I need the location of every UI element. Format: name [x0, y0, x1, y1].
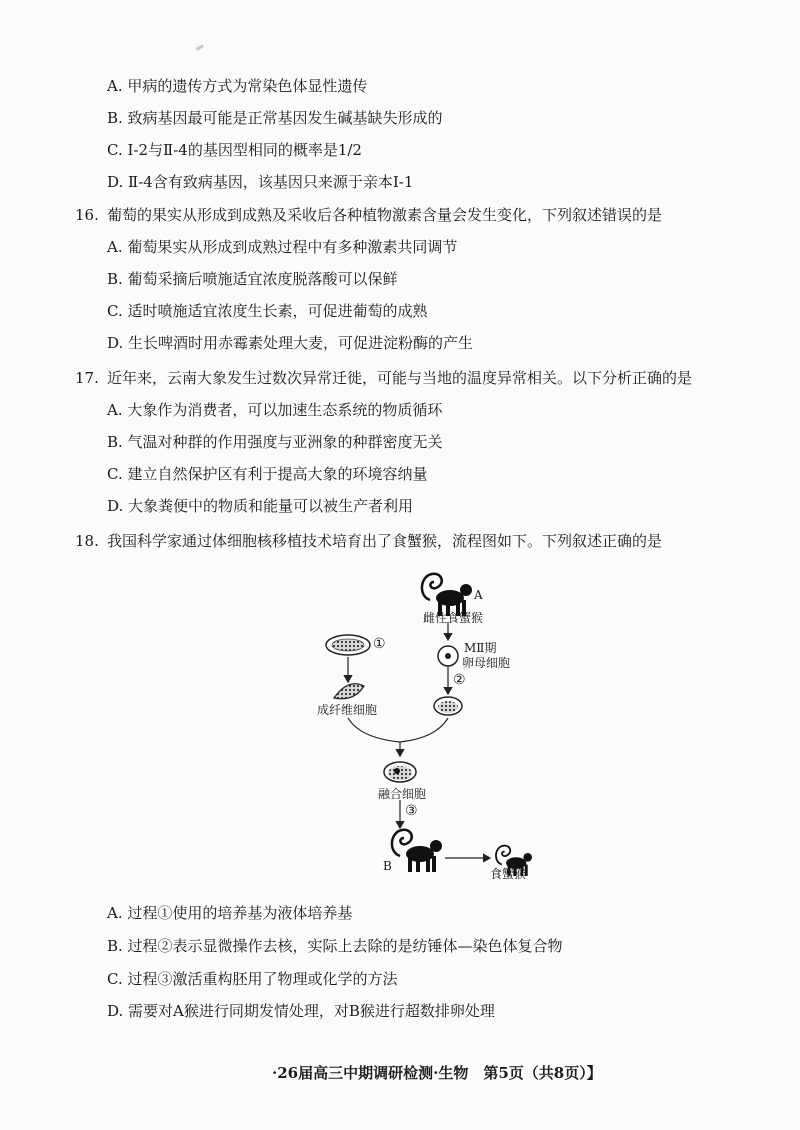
q18-text: 我国科学家通过体细胞核移植技术培育出了食蟹猴，流程图如下。下列叙述正确的是 — [107, 532, 663, 550]
label-fused-cell: 融合细胞 — [378, 787, 427, 801]
q17-option-c: C. 建立自然保护区有利于提高大象的环境容纳量 — [107, 465, 428, 483]
q15-option-c: C. Ⅰ-2与Ⅱ-4的基因型相同的概率是1/2 — [107, 141, 362, 159]
enucleated-oocyte-icon — [434, 697, 462, 715]
q16-stem — [75, 205, 662, 225]
q17-number: 17. — [75, 369, 99, 387]
q18-option-a: A. 过程①使用的培养基为液体培养基 — [107, 904, 353, 922]
q16-option-a: A. 葡萄果实从形成到成熟过程中有多种激素共同调节 — [107, 238, 458, 256]
petri-dish-1 — [326, 635, 370, 655]
q16-option-b: B. 葡萄采摘后喷施适宜浓度脱落酸可以保鲜 — [107, 270, 398, 288]
q16-text: 葡萄的果实从形成到成熟及采收后各种植物激素含量会发生变化，下列叙述错误的是 — [107, 206, 663, 224]
q18-option-b: B. 过程②表示显微操作去核，实际上去除的是纺锤体—染色体复合物 — [107, 937, 563, 955]
q16-option-c: C. 适时喷施适宜浓度生长素，可促进葡萄的成熟 — [107, 302, 428, 320]
q18-stem — [75, 531, 662, 551]
q16-number: 16. — [75, 206, 99, 224]
q16-option-d: D. 生长啤酒时用赤霉素处理大麦，可促进淀粉酶的产生 — [107, 334, 474, 352]
label-step-2: ② — [453, 672, 466, 688]
label-step-1: ① — [373, 636, 386, 652]
label-crab-monkey: 食蟹猴 — [490, 867, 527, 881]
nuclear-transfer-diagram — [300, 560, 560, 890]
q18-option-d: D. 需要对A猴进行同期发情处理，对B猴进行超数排卵处理 — [107, 1002, 495, 1020]
q15-option-a: A. 甲病的遗传方式为常染色体显性遗传 — [107, 77, 368, 95]
q17-option-b: B. 气温对种群的作用强度与亚洲象的种群密度无关 — [107, 433, 443, 451]
q17-option-a: A. 大象作为消费者，可以加速生态系统的物质循环 — [107, 401, 443, 419]
q17-option-d: D. 大象粪便中的物质和能量可以被生产者利用 — [107, 497, 414, 515]
label-oocyte: 卵母细胞 — [462, 656, 511, 670]
q15-option-b: B. 致病基因最可能是正常基因发生碱基缺失形成的 — [107, 109, 443, 127]
oocyte-icon — [438, 646, 458, 666]
q17-stem — [75, 368, 692, 388]
label-mii-stage: MⅡ期 — [464, 641, 497, 655]
scan-mark — [196, 44, 204, 51]
q18-number: 18. — [75, 532, 99, 550]
label-female-monkey: 雌性食蟹猴 — [423, 611, 484, 625]
label-monkey-a: A — [474, 588, 483, 602]
label-fibroblast: 成纤维细胞 — [317, 703, 378, 717]
fibroblast-cell-icon — [334, 684, 364, 699]
fused-cell-icon — [384, 762, 416, 782]
q15-option-d: D. Ⅱ-4含有致病基因，该基因只来源于亲本Ⅰ-1 — [107, 173, 414, 191]
label-monkey-b: B — [383, 859, 392, 873]
monkey-b-icon — [392, 830, 442, 872]
page-footer: ·26届高三中期调研检测·生物 第5页（共8页）】 — [272, 1064, 602, 1082]
q17-text: 近年来，云南大象发生过数次异常迁徙，可能与当地的温度异常相关。以下分析正确的是 — [107, 369, 693, 387]
label-step-3: ③ — [405, 803, 418, 819]
q18-option-c: C. 过程③激活重构胚用了物理或化学的方法 — [107, 970, 398, 988]
monkey-a-icon — [422, 574, 472, 616]
